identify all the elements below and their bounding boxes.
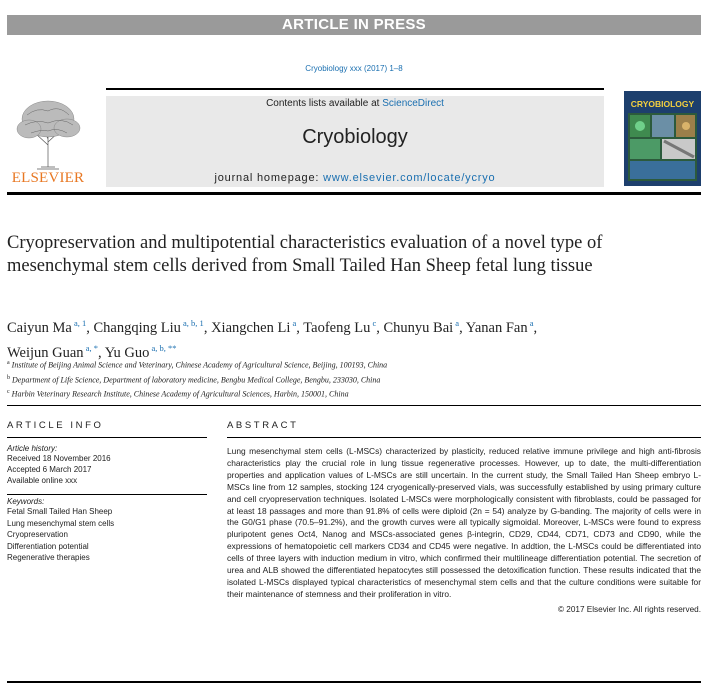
- journal-homepage-line: [106, 172, 604, 184]
- affiliation-list: [7, 357, 687, 401]
- author-separator: ,: [97, 344, 105, 361]
- abstract-heading: ABSTRACT: [227, 420, 299, 431]
- author-affiliation-marker[interactable]: a, *: [83, 342, 98, 353]
- author-name[interactable]: Chunyu Bai: [383, 319, 454, 336]
- history-label: Article history:: [7, 444, 58, 453]
- affiliation-label: a: [7, 360, 10, 366]
- info-top-rule: [7, 405, 701, 406]
- keyword-item: Fetal Small Tailed Han Sheep: [7, 507, 113, 516]
- abstract-column: [227, 420, 701, 614]
- keywords-label: Keywords:: [7, 497, 45, 506]
- keyword-item: Lung mesenchymal stem cells: [7, 518, 115, 528]
- bottom-rule: [7, 681, 701, 683]
- affiliation-line: [7, 372, 687, 387]
- author-affiliation-marker[interactable]: a: [290, 318, 297, 328]
- article-title: Cryopreservation and multipotential characteristics evaluation of a novel type of mesenchymal stem cells derived from Small Tailed Han Sheep fetal lung tissue: [7, 233, 603, 276]
- author-separator: ,: [376, 319, 384, 336]
- author-separator: ,: [203, 319, 212, 336]
- author-name[interactable]: Yanan Fan: [465, 319, 528, 336]
- cover-title: CRYOBIOLOGY: [630, 99, 695, 109]
- contents-prefix: Contents lists available at: [266, 98, 383, 109]
- abstract-rule: [227, 437, 701, 438]
- author-list: [7, 313, 657, 363]
- affiliation-label: b: [7, 374, 10, 381]
- keyword-item: Differentiation potential: [7, 541, 89, 551]
- affiliation-text: Harbin Veterinary Research Institute, Chinese Academy of Agricultural Sciences, Harbin, 150001, China: [9, 389, 349, 399]
- history-item: Received 18 November 2016: [7, 454, 111, 463]
- journal-name: Cryobiology: [302, 126, 408, 148]
- citation-link[interactable]: Cryobiology xxx (2017) 1–8: [305, 64, 403, 73]
- keywords-list: [7, 506, 207, 564]
- contents-line: [106, 96, 604, 109]
- affiliation-line: [7, 386, 687, 401]
- history-item: Accepted 6 March 2017: [7, 465, 92, 474]
- affiliation-line: [7, 357, 687, 372]
- author-affiliation-marker[interactable]: a, b, 1: [180, 318, 204, 328]
- affiliation-text: Institute of Beijing Animal Science and Veterinary, Chinese Academy of Agricultural Science, Beijing, 100193, China: [9, 360, 388, 370]
- author-name[interactable]: Taofeng Lu: [303, 319, 371, 336]
- author-name[interactable]: Caiyun Ma: [7, 319, 72, 336]
- author-affiliation-marker[interactable]: a: [527, 318, 534, 328]
- homepage-url-link[interactable]: www.elsevier.com/locate/ycryo: [323, 172, 496, 184]
- history-list: [7, 453, 207, 486]
- affiliation-label: c: [7, 389, 10, 396]
- sciencedirect-link[interactable]: ScienceDirect: [382, 98, 444, 109]
- keywords-rule: [7, 494, 207, 495]
- author-name[interactable]: Yu Guo: [104, 344, 150, 361]
- keyword-item: Regenerative therapies: [7, 553, 90, 562]
- journal-header-box: [106, 96, 604, 187]
- author-separator: ,: [533, 319, 538, 336]
- affiliation-text: Department of Life Science, Department of laboratory medicine, Bengbu Medical College, Bengbu, 233030, China: [10, 375, 381, 385]
- author-affiliation-marker[interactable]: a: [453, 318, 460, 328]
- homepage-prefix: journal homepage:: [214, 172, 324, 184]
- author-name[interactable]: Xiangchen Li: [211, 319, 291, 336]
- author-separator: ,: [296, 319, 304, 336]
- abstract-text: Lung mesenchymal stem cells (L-MSCs) characterized by plasticity, reduced relative immune privilege and high anti-fibrosis characteristics play the crucial role in lung tissue regenerative processes. However, up to date, the multi-differentiation properties and application values of L-MSCs are still uncertain. In the current study, the Small Tailed Han Sheep embryo L-MSCs line from 12 samples, stocking 124 cryogenically-preserved vials, was successfully established by using primary culture and cell cryopreservation techniques. Isolated L-MSCs were morphologically consistent with fibroblasts, could be passaged for at least 18 passages and more than 91.8% of cells were diploid (2n = 54) analyze by G-banding. The majority of cells were in the G0/G1 phase (70.5–91.2%), and the growth curves were all typically sigmoidal. Moreover, L-MSCs were found to express pluripotent genes Oct4, Nanog and MSCs-associated genes β-integrin, CD29, CD44, CD71, CD73 and CD90, while the expressions of hematopoietic cell markers CD34 and CD45 were negative. In addtion, the L-MSCs could be differentiated into cells of three layers with induction medium in vitro, which confirmed their multilineage differentiation potential. The secretion of urea and ALB showed the differentiated hepatocytes still possessed the detoxification function. These results indicated that the isolated L-MSCs displayed typical characteristics of mesenchymal stem cells and that the culture conditions were suitable for their maintenance of stemness and their proliferation in vitro.: [227, 446, 701, 599]
- author-separator: ,: [86, 319, 94, 336]
- history-item: Available online xxx: [7, 476, 78, 485]
- elsevier-wordmark: ELSEVIER: [11, 170, 85, 186]
- header-top-rule: [106, 88, 604, 90]
- article-info-column: [7, 420, 207, 564]
- author-affiliation-marker[interactable]: a, b, **: [149, 342, 177, 353]
- article-in-press-banner: ARTICLE IN PRESS: [7, 15, 701, 35]
- article-info-rule: [7, 437, 207, 438]
- author-affiliation-marker[interactable]: a, 1: [71, 318, 87, 328]
- keyword-item: Cryopreservation: [7, 530, 68, 539]
- author-affiliation-marker[interactable]: c: [370, 318, 377, 328]
- copyright-notice: © 2017 Elsevier Inc. All rights reserved.: [557, 604, 701, 614]
- author-name[interactable]: Changqing Liu: [93, 319, 181, 336]
- journal-cover-image: [624, 91, 701, 186]
- author-name[interactable]: Weijun Guan: [7, 344, 84, 361]
- article-info-heading: ARTICLE INFO: [7, 420, 104, 431]
- author-separator: ,: [459, 319, 466, 336]
- header-main-rule: [7, 192, 701, 195]
